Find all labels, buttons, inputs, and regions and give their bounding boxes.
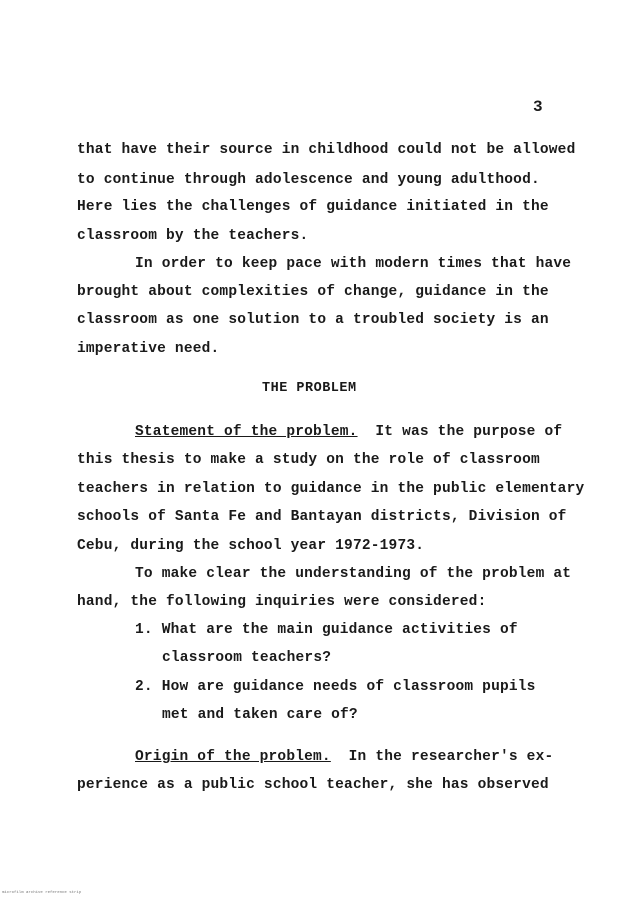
inquiry-line: hand, the following inquiries were considered: [77, 594, 487, 610]
paragraph2-line: imperative need. [77, 341, 220, 357]
paragraph2-line: brought about complexities of change, guidance in the [77, 284, 549, 300]
question-1 [135, 621, 518, 639]
paragraph2-line: classroom as one solution to a troubled society is an [77, 312, 549, 328]
question-2-continuation: met and taken care of? [162, 707, 358, 723]
inquiry-line: To make clear the understanding of the problem at [135, 566, 572, 582]
question-number: 1. [135, 622, 153, 638]
question-1-continuation: classroom teachers? [162, 650, 332, 666]
statement-first-line-rest: It was the purpose of [375, 424, 563, 440]
intro-line: Here lies the challenges of guidance initiated in the [77, 199, 549, 215]
statement-line: teachers in relation to guidance in the public elementary [77, 481, 585, 497]
intro-line: to continue through adolescence and young adulthood. [77, 172, 540, 188]
question-number: 2. [135, 679, 153, 695]
statement-line: this thesis to make a study on the role of classroom [77, 452, 540, 468]
statement-line: Cebu, during the school year 1972-1973. [77, 538, 425, 554]
paragraph2-line: In order to keep pace with modern times that have [135, 256, 572, 272]
statement-first-line [135, 423, 562, 441]
question-text: What are the main guidance activities of [161, 622, 518, 638]
statement-line: schools of Santa Fe and Bantayan districts, Division of [77, 509, 567, 525]
origin-heading: Origin of the problem. [135, 749, 331, 765]
question-text: How are guidance needs of classroom pupils [161, 679, 536, 695]
microfilm-footer: microfilm archive reference strip [2, 891, 82, 895]
origin-line: perience as a public school teacher, she has observed [77, 777, 549, 793]
origin-first-line-rest: In the researcher's ex- [348, 749, 554, 765]
intro-line: that have their source in childhood could not be allowed [77, 142, 576, 158]
statement-heading: Statement of the problem. [135, 424, 358, 440]
question-2 [135, 678, 536, 696]
intro-line: classroom by the teachers. [77, 228, 309, 244]
origin-first-line [135, 748, 553, 766]
section-heading: THE PROBLEM [262, 381, 357, 396]
page-number: 3 [533, 98, 543, 116]
